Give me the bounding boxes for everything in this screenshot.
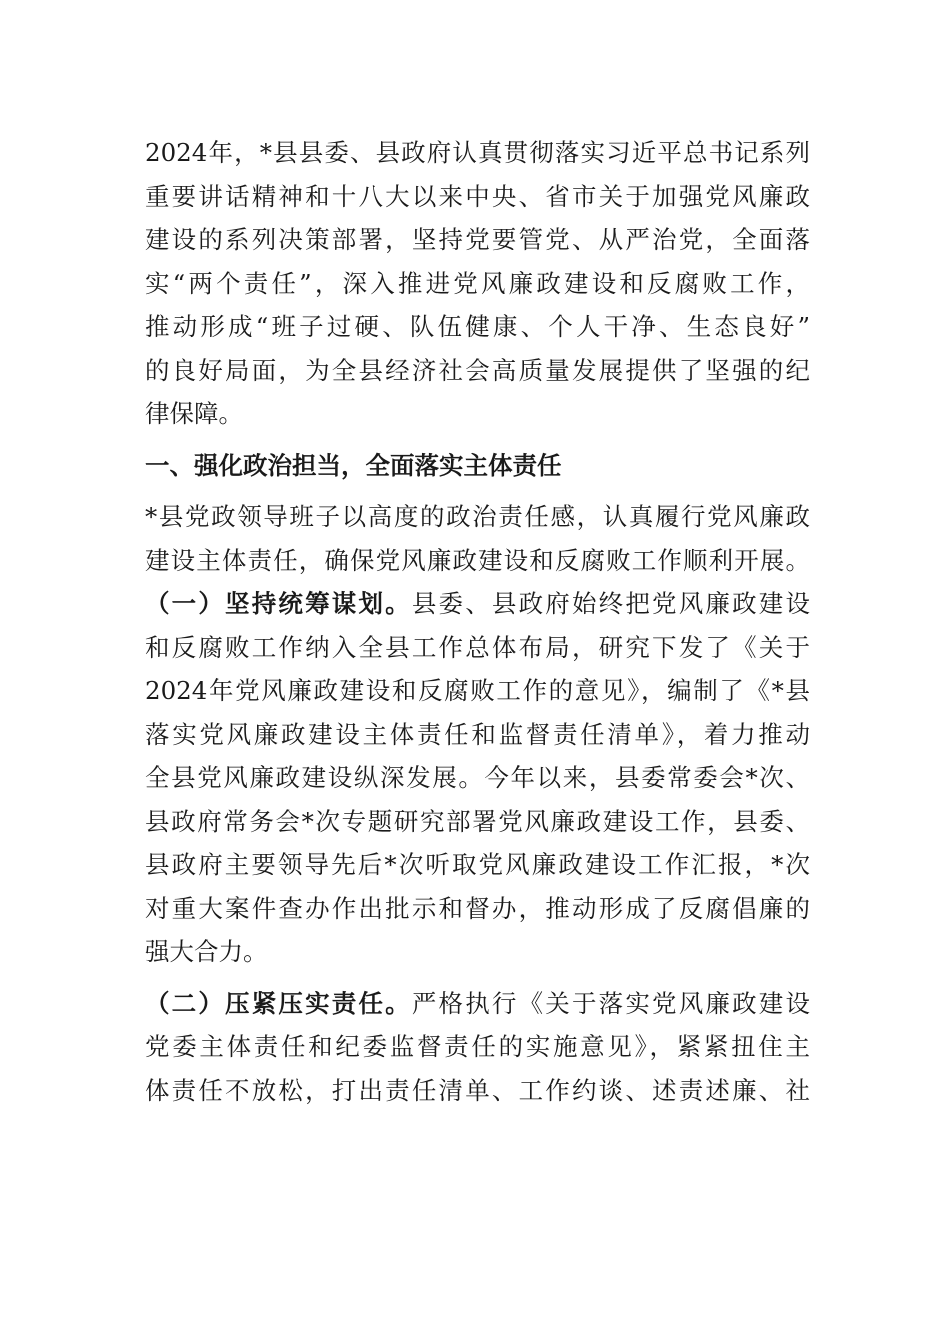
intro-line: 实“两个责任”，深入推进党风廉政建设和反腐败工作， — [145, 268, 810, 298]
intro-line: 建设的系列决策部署，坚持党要管党、从严治党，全面落 — [145, 225, 810, 254]
item-line: 全县党风廉政建设纵深发展。今年以来，县委常委会*次、 — [145, 763, 810, 792]
item-text: 严格执行《关于落实党风廉政建设 — [411, 988, 810, 1018]
item-text: 县委、县政府始终把党风廉政建设 — [411, 589, 810, 618]
section-heading: 一、强化政治担当，全面落实主体责任 — [145, 450, 562, 480]
item-line: 县政府常务会*次专题研究部署党风廉政建设工作，县委、 — [145, 806, 810, 836]
intro-line: 的良好局面，为全县经济社会高质量发展提供了坚强的纪 — [145, 355, 810, 385]
intro-line: 律保障。 — [145, 399, 243, 428]
item-line: 对重大案件查办作出批示和督办，推动形成了反腐倡廉的 — [145, 893, 810, 923]
item-first-line — [145, 582, 810, 626]
item-line: 强大合力。 — [145, 937, 268, 966]
document-page — [145, 131, 810, 1112]
item-line: 体责任不放松，打出责任清单、工作约谈、述责述廉、社 — [145, 1075, 810, 1105]
lead-line: *县党政领导班子以高度的政治责任感，认真履行党风廉政 — [145, 502, 810, 531]
intro-line: 2024年，*县县委、县政府认真贯彻落实习近平总书记系列 — [145, 138, 810, 167]
item-line: 2024年党风廉政建设和反腐败工作的意见》，编制了《*县 — [145, 676, 810, 705]
intro-line: 重要讲话精神和十八大以来中央、省市关于加强党风廉政 — [145, 181, 810, 211]
item-first-line — [145, 982, 810, 1026]
item-title: （一）坚持统筹谋划。 — [145, 589, 412, 618]
item-title: （二）压紧压实责任。 — [145, 988, 412, 1018]
intro-paragraph — [145, 131, 810, 436]
item-paragraph-2 — [145, 982, 810, 1113]
item-line: 落实党风廉政建设主体责任和监督责任清单》，着力推动 — [145, 719, 810, 749]
intro-line: 推动形成“班子过硬、队伍健康、个人干净、生态良好” — [145, 312, 810, 341]
item-paragraph-1 — [145, 582, 810, 974]
section-lead-paragraph — [145, 495, 810, 582]
lead-line: 建设主体责任，确保党风廉政建设和反腐败工作顺利开展。 — [145, 545, 810, 575]
item-line: 和反腐败工作纳入全县工作总体布局，研究下发了《关于 — [145, 632, 810, 662]
item-line: 县政府主要领导先后*次听取党风廉政建设工作汇报，*次 — [145, 850, 810, 879]
item-line: 党委主体责任和纪委监督责任的实施意见》，紧紧扭住主 — [145, 1032, 810, 1061]
